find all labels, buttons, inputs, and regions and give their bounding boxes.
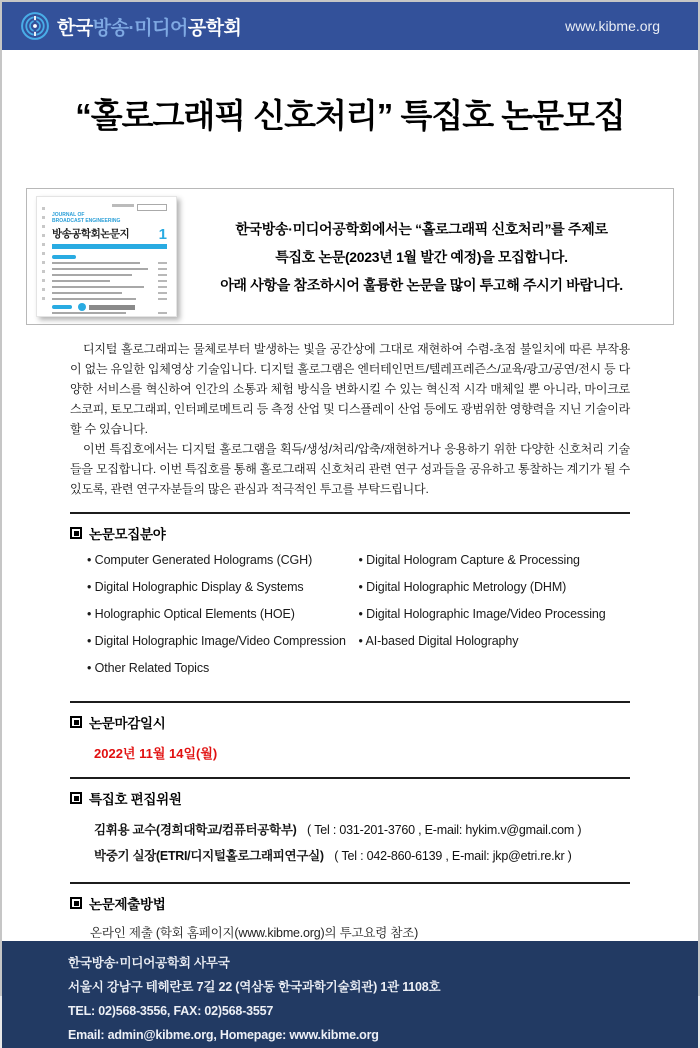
editor-row [94,843,630,869]
journal-name-english: JOURNAL OF BROADCAST ENGINEERING [52,212,121,224]
broadcast-waves-icon [20,11,50,41]
submission-method: 온라인 제출 (학회 홈페이지(www.kibme.org)의 투고요령 참조) [90,926,419,940]
header-bar [2,2,698,50]
deadline-section-title-text: 논문마감일시 [89,716,166,731]
fields-list-right [359,553,631,688]
society-name-part2: 방송·미디어 [92,17,188,39]
section-editors [2,779,698,869]
footer-tel-fax: TEL: 02)568-3556, FAX: 02)568-3557 [68,1004,274,1018]
section-deadline [2,703,698,764]
editors-list [94,817,630,869]
journal-issue-number: 1 [158,226,167,243]
field-item: • Digital Holographic Image/Video Processing [359,607,631,621]
footer-email-homepage: Email: admin@kibme.org, Homepage: www.kibme.org [68,1028,379,1042]
website-url: www.kibme.org [565,18,660,34]
field-item: • Digital Holographic Display & Systems [87,580,359,594]
editors-section-title-text: 특집호 편집위원 [89,792,182,807]
society-name-part1: 한국 [57,17,93,39]
submission-section-title [70,893,630,913]
editor-name: 박중기 실장(ETRI/디지털홀로그래피연구실) [94,849,324,863]
intro-paragraph-1: 디지털 홀로그래피는 물체로부터 발생하는 빛을 공간상에 그대로 재현하여 수렴-초점 불일치에 따른 부작용이 없는 유일한 입체영상 기술입니다. 디지털 홀로그램은 엔터테인먼트/텔레프레즌스/교육/광고/공연/전시 등 다양한 서비스를 혁신하여 인간의 소통과 체험 방식을 변화시킬 수 있는 혁신적 시각 매체일 뿐 아니라, 마이크로스코피, 토모그래피, 인터페로메트리 등 측정 산업 및 디스플레이 산업 등에도 광범위한 영향력을 지닌 기술이라 할 수 있습니다. [70,342,630,436]
intro-text [70,339,630,499]
journal-cover-thumbnail [36,196,177,317]
field-item: • AI-based Digital Holography [359,634,631,648]
deadline-section-title [70,712,630,732]
cover-accent-bar [52,244,167,249]
fields-section-title-text: 논문모집분야 [89,527,166,542]
submission-section-title-text: 논문제출방법 [89,897,166,912]
footer-address: 서울시 강남구 테헤란로 7길 22 (역삼동 한국과학기술회관) 1관 1108호 [68,980,441,994]
editors-section-title [70,788,630,808]
field-item: • Digital Hologram Capture & Processing [359,553,631,567]
editor-contact: ( Tel : 042-860-6139 , E-mail: jkp@etri.re.kr ) [334,849,572,863]
cover-top-meta [52,204,167,211]
society-name-part3: 공학회 [187,17,242,39]
announcement-text [177,215,666,299]
society-logo [20,11,241,41]
field-item: • Other Related Topics [87,661,359,675]
section-submission [2,884,698,941]
society-name [57,13,241,40]
fields-section-title [70,523,630,543]
deadline-date: 2022년 11월 14일(월) [94,746,218,761]
square-bullet-icon [70,897,82,909]
editor-row [94,817,630,843]
section-fields [2,514,698,688]
announcement-line3: 아래 사항을 참조하시어 훌륭한 논문을 많이 투고해 주시기 바랍니다. [220,276,623,293]
announcement-line2: 특집호 논문(2023년 1월 발간 예정)을 모집합니다. [275,248,568,265]
footer-office-name: 한국방송·미디어공학회 사무국 [68,956,230,970]
page-title: “홀로그래픽 신호처리” 특집호 논문모집 [75,97,625,134]
cover-society-logo [37,303,176,311]
field-item: • Holographic Optical Elements (HOE) [87,607,359,621]
square-bullet-icon [70,716,82,728]
editor-name: 김휘용 교수(경희대학교/컴퓨터공학부) [94,823,297,837]
square-bullet-icon [70,792,82,804]
footer-bar [2,941,698,1048]
journal-title-korean: 방송공학회논문지 [52,228,130,240]
fields-list-left [87,553,359,688]
fields-list [87,553,630,688]
intro-paragraph-2: 이번 특집호에서는 디지털 홀로그램을 획득/생성/처리/압축/재현하거나 응용하기 위한 다양한 신호처리 기술들을 모집합니다. 이번 특집호를 통해 홀로그래픽 신호처리 관련 연구 성과들을 공유하고 통찰하는 계기가 될 수 있도록, 관련 연구자분들의 많은 관심과 적극적인 투고를 부탁드립니다. [70,442,630,496]
field-item: • Digital Holographic Image/Video Compression [87,634,359,648]
announcement-box [26,188,674,325]
field-item: • Digital Holographic Metrology (DHM) [359,580,631,594]
editor-contact: ( Tel : 031-201-3760 , E-mail: hykim.v@gmail.com ) [306,823,582,837]
announcement-line1: 한국방송·미디어공학회에서는 “홀로그래픽 신호처리”를 주제로 [235,220,608,237]
field-item: • Computer Generated Holograms (CGH) [87,553,359,567]
square-bullet-icon [70,527,82,539]
cover-spine-marks [42,207,45,306]
